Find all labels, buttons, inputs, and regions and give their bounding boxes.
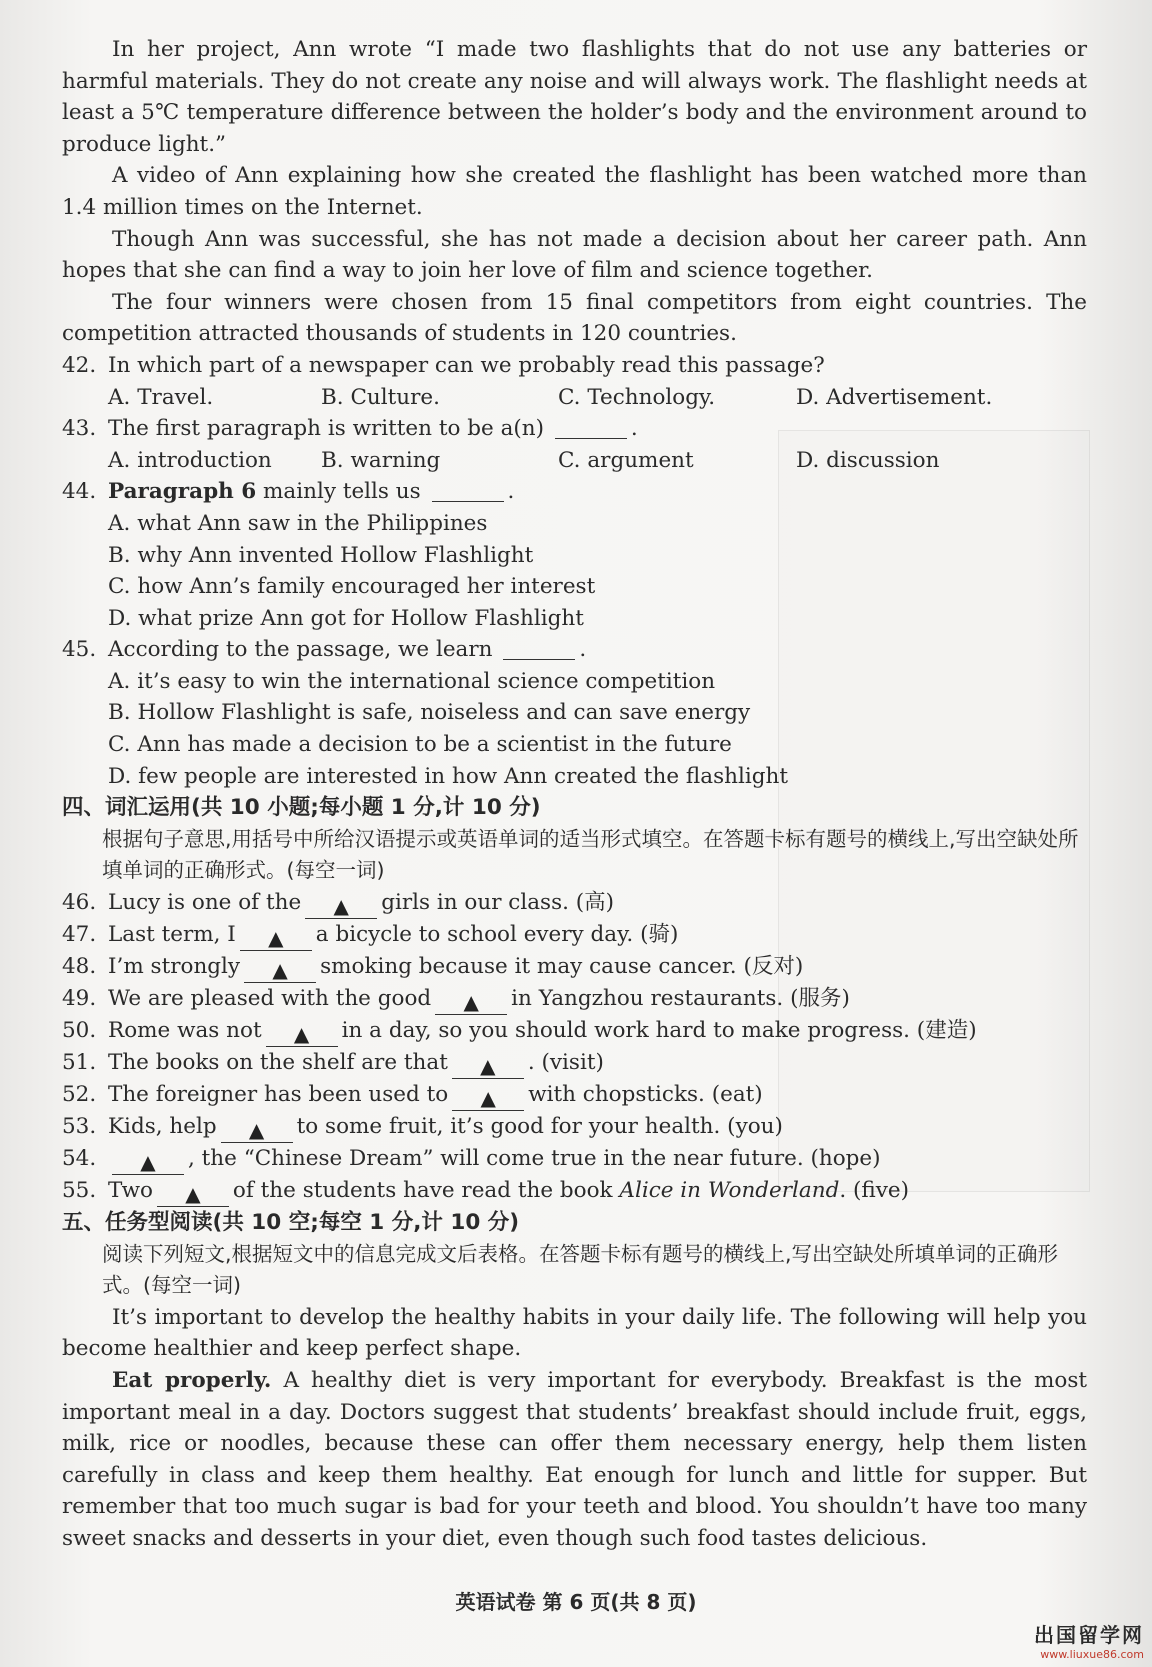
item-number: 52. [62, 1082, 97, 1108]
passage-paragraph: In her project, Ann wrote “I made two flashlights that do not use any batteries or harmful materials. They do not create any noise and will always work. The flashlight needs at least a 5℃ temperature difference between the holder’s body and the environment around to produce light.” [62, 37, 1087, 157]
option-a: A. Travel. [108, 384, 214, 410]
vocab-item [62, 1015, 1087, 1047]
item-number: 55. [62, 1178, 97, 1204]
page-content [62, 34, 1087, 1555]
option-d: D. what prize Ann got for Hollow Flashlight [108, 605, 584, 631]
vocab-item [62, 1111, 1087, 1143]
option-c: C. Ann has made a decision to be a scientist in the future [108, 732, 732, 758]
page-footer: 英语试卷 第 6 页(共 8 页) [455, 1590, 697, 1614]
item-text: Two [108, 1178, 153, 1204]
section-4-instruction: 根据句子意思,用括号中所给汉语提示或英语单词的适当形式填空。在答题卡标有题号的横线上,写出空缺处所填单词的正确形式。(每空一词) [102, 826, 1079, 883]
stem-end: . [507, 479, 515, 505]
question-45 [62, 634, 1087, 666]
option-b: B. Culture. [321, 384, 440, 410]
blank-marker-icon: ▲ [268, 926, 284, 951]
paragraph-heading: Eat properly. [112, 1368, 272, 1393]
option-d: D. Advertisement. [796, 384, 993, 410]
answer-blank [432, 477, 504, 502]
question-number: 45. [62, 637, 97, 663]
option-b: B. warning [321, 447, 441, 473]
item-number: 47. [62, 922, 97, 948]
item-number: 46. [62, 890, 97, 916]
blank-marker-icon: ▲ [463, 990, 479, 1015]
option-b: B. why Ann invented Hollow Flashlight [108, 542, 534, 568]
stem-end: . [630, 416, 638, 442]
item-text: Kids, help [108, 1114, 217, 1140]
option-a: A. it’s easy to win the international science competition [108, 668, 716, 694]
question-stem-bold: Paragraph 6 [108, 479, 257, 505]
option-c: C. how Ann’s family encouraged her interest [108, 574, 596, 600]
reading-paragraph [62, 1365, 1087, 1555]
question-stem: mainly tells us [263, 479, 421, 505]
section-5-instruction: 阅读下列短文,根据短文中的信息完成文后表格。在答题卡标有题号的横线上,写出空缺处所填单词的正确形式。(每空一词) [102, 1241, 1059, 1298]
answer-blank [503, 635, 575, 660]
answer-blank [112, 1150, 184, 1175]
item-text: . (visit) [527, 1050, 604, 1076]
item-text: The foreigner has been used to [108, 1082, 449, 1108]
item-text: I’m strongly [108, 954, 241, 980]
stem-end: . [579, 637, 587, 663]
blank-marker-icon: ▲ [140, 1150, 156, 1175]
item-number: 53. [62, 1114, 97, 1140]
item-text: smoking because it may cause cancer. (反对) [320, 954, 804, 980]
blank-marker-icon: ▲ [480, 1054, 496, 1079]
answer-blank [240, 926, 312, 951]
options-row [62, 382, 1087, 414]
item-text: in a day, so you should work hard to make progress. (建造) [341, 1018, 977, 1044]
question-number: 42. [62, 352, 97, 378]
vocab-item [62, 983, 1087, 1015]
item-text: in Yangzhou restaurants. (服务) [511, 986, 850, 1012]
item-number: 51. [62, 1050, 97, 1076]
watermark-site: 出国留学网 [1034, 1623, 1144, 1647]
item-text: girls in our class. (高) [381, 890, 615, 916]
vocab-item [62, 1079, 1087, 1111]
question-43 [62, 413, 1087, 445]
option-c: C. Technology. [558, 384, 716, 410]
item-text: to some fruit, it’s good for your health. (you) [296, 1114, 783, 1140]
section-5-title: 五、任务型阅读(共 10 空;每空 1 分,计 10 分) [62, 1210, 520, 1236]
question-42 [62, 350, 1087, 382]
blank-marker-icon: ▲ [333, 894, 349, 919]
item-text: of the students have read the book [232, 1178, 613, 1204]
answer-blank [452, 1054, 524, 1079]
item-text: The books on the shelf are that [108, 1050, 448, 1076]
option-c: C. argument [558, 447, 694, 473]
paragraph-text: A healthy diet is very important for everybody. Breakfast is the most important meal in a day. Doctors suggest that students’ breakfast should include fruit, eggs, milk, rice or noodles, because these can offer them necessary energy, help them listen carefully in class and keep them healthy. Eat enough for lunch and little for supper. But remember that too much sugar is bad for your teeth and blood. You shouldn’t have too many sweet snacks and desserts in your diet, even though such food tastes delicious. [62, 1368, 1088, 1551]
vocab-item [62, 951, 1087, 983]
watermark-url: www.liuxue86.com [1040, 1648, 1144, 1661]
option-b: B. Hollow Flashlight is safe, noiseless and can save energy [108, 700, 751, 726]
question-number: 43. [62, 416, 97, 442]
blank-marker-icon: ▲ [185, 1182, 201, 1207]
blank-marker-icon: ▲ [272, 958, 288, 983]
vocab-item [62, 1143, 1087, 1175]
option-d: D. few people are interested in how Ann created the flashlight [108, 763, 788, 789]
passage-paragraph: Though Ann was successful, she has not made a decision about her career path. Ann hopes that she can find a way to join her love of film and science together. [62, 226, 1087, 284]
item-text: Rome was not [108, 1018, 262, 1044]
answer-blank [266, 1022, 338, 1047]
options-row [62, 445, 1087, 477]
question-number: 44. [62, 479, 97, 505]
answer-blank [305, 894, 377, 919]
item-number: 48. [62, 954, 97, 980]
item-text: We are pleased with the good [108, 986, 432, 1012]
blank-marker-icon: ▲ [248, 1118, 265, 1143]
book-title: Alice in Wonderland [619, 1178, 840, 1204]
option-a: A. what Ann saw in the Philippines [108, 510, 488, 536]
answer-blank [435, 990, 507, 1015]
item-text: . (five) [839, 1178, 910, 1204]
item-text: Lucy is one of the [108, 890, 302, 916]
site-watermark [1034, 1619, 1144, 1661]
answer-blank [157, 1182, 229, 1207]
question-44 [62, 476, 1087, 508]
blank-marker-icon: ▲ [480, 1086, 496, 1111]
answer-blank [221, 1118, 293, 1143]
vocab-item [62, 887, 1087, 919]
answer-blank [244, 958, 316, 983]
answer-blank [452, 1086, 524, 1111]
item-text: with chopsticks. (eat) [528, 1082, 763, 1108]
item-text: , the “Chinese Dream” will come true in the near future. (hope) [188, 1146, 881, 1172]
question-stem: According to the passage, we learn [108, 637, 493, 663]
question-stem: The first paragraph is written to be a(n) [108, 416, 545, 442]
item-text: a bicycle to school every day. (骑) [315, 922, 679, 948]
section-4-title: 四、词汇运用(共 10 小题;每小题 1 分,计 10 分) [62, 795, 541, 821]
reading-paragraph: It’s important to develop the healthy habits in your daily life. The following will help you become healthier and keep perfect shape. [62, 1304, 1087, 1362]
item-number: 50. [62, 1018, 97, 1044]
option-d: D. discussion [796, 447, 940, 473]
question-stem: In which part of a newspaper can we probably read this passage? [108, 352, 825, 378]
item-text: Last term, I [108, 922, 236, 948]
passage-paragraph: The four winners were chosen from 15 final competitors from eight countries. The competition attracted thousands of students in 120 countries. [62, 289, 1087, 347]
vocab-item [62, 919, 1087, 951]
vocab-item [62, 1175, 1087, 1207]
item-number: 54. [62, 1146, 97, 1172]
blank-marker-icon: ▲ [293, 1022, 310, 1047]
passage-paragraph: A video of Ann explaining how she created the flashlight has been watched more than 1.4 million times on the Internet. [62, 163, 1087, 220]
answer-blank [555, 414, 627, 439]
option-a: A. introduction [108, 447, 272, 473]
vocab-item [62, 1047, 1087, 1079]
item-number: 49. [62, 986, 97, 1012]
